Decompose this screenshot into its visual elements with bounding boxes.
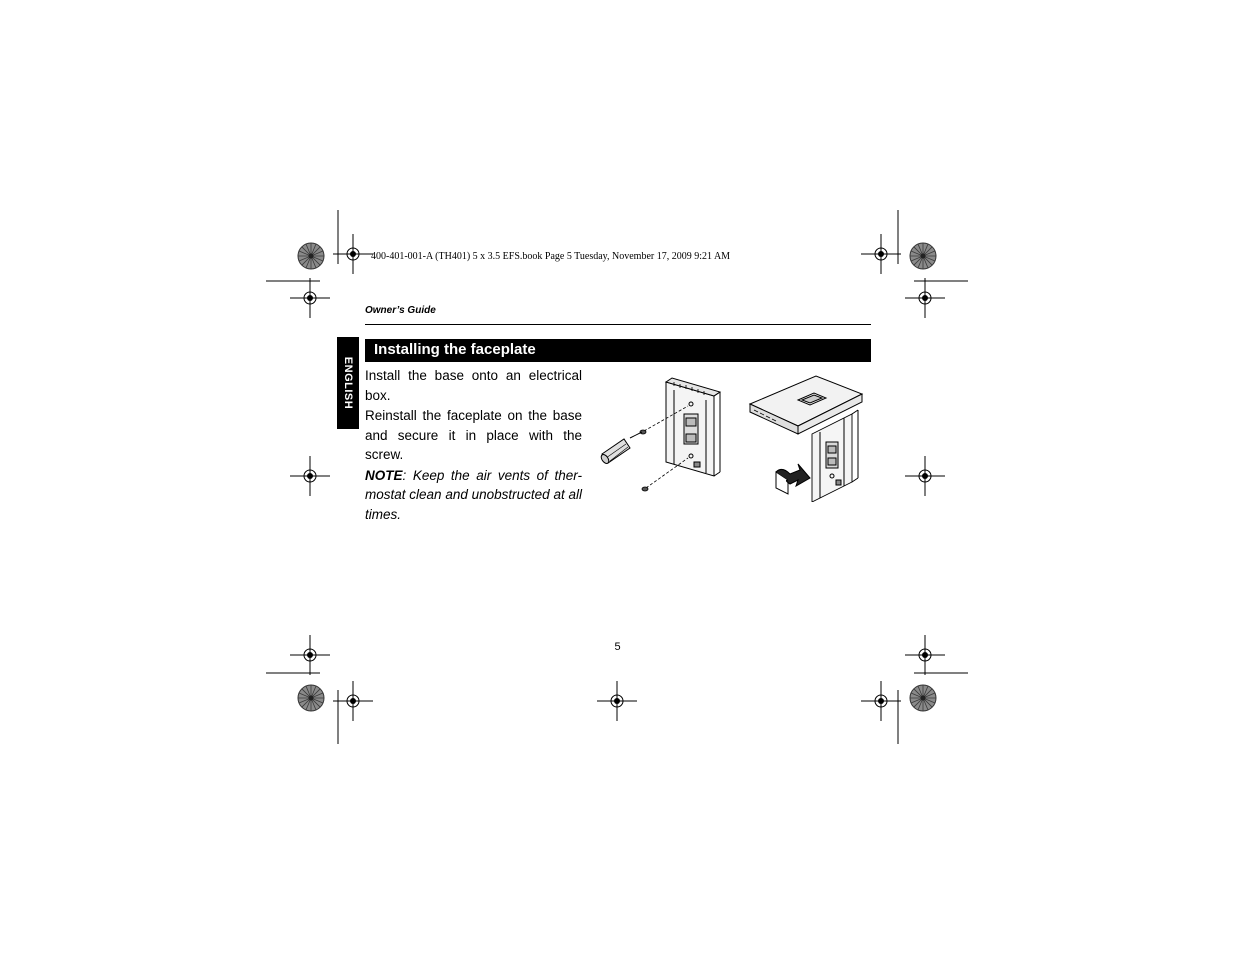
note-text: : Keep the air vents of ther-mostat clean and unobstructed at all times. bbox=[365, 467, 582, 522]
section-title-bar bbox=[365, 339, 871, 362]
note-paragraph bbox=[365, 466, 582, 525]
instruction-paragraph: Install the base onto an electrical box. bbox=[365, 368, 582, 403]
note-label: NOTE bbox=[365, 467, 403, 483]
header-rule bbox=[365, 324, 871, 325]
instruction-paragraph: Reinstall the faceplate on the base and secure it in place with the screw. bbox=[365, 408, 582, 462]
language-tab-label: ENGLISH bbox=[342, 356, 354, 410]
section-title: Installing the faceplate bbox=[374, 341, 536, 358]
language-tab bbox=[337, 337, 359, 429]
instructions-column bbox=[365, 366, 582, 525]
faceplate-installation-illustration bbox=[742, 370, 872, 502]
running-title: Owner’s Guide bbox=[365, 305, 436, 316]
base-mounting-illustration bbox=[596, 376, 724, 498]
book-slug-line: 400-401-001-A (TH401) 5 x 3.5 EFS.book Page 5 Tuesday, November 17, 2009 9:21 AM bbox=[371, 251, 731, 262]
page-number: 5 bbox=[614, 641, 621, 653]
